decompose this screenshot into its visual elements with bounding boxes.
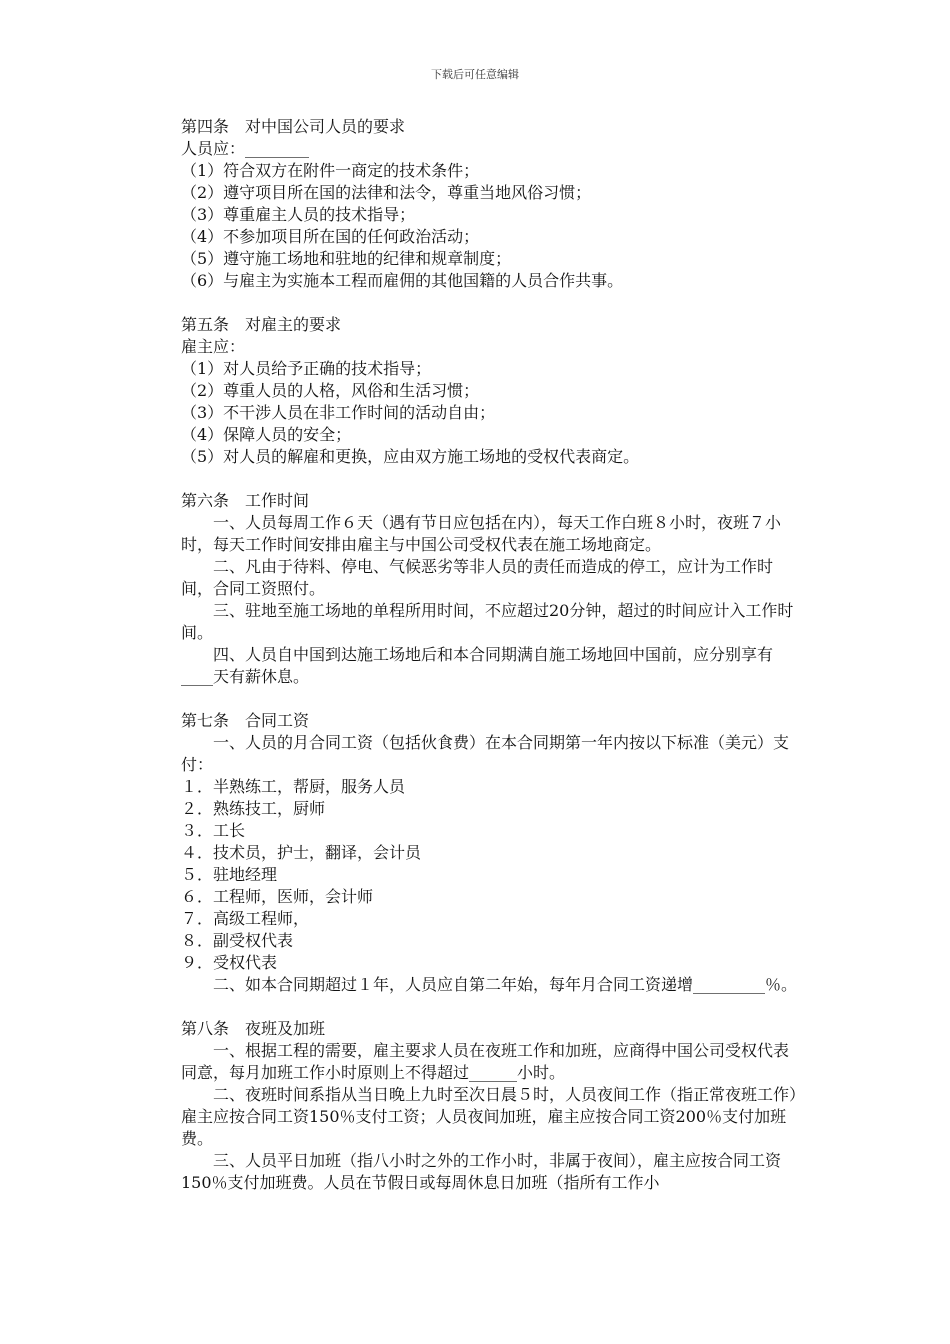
- article-8-paragraph: 二、夜班时间系指从当日晚上九时至次日晨５时，人员夜间工作（指正常夜班工作）雇主应按合同工资150％支付工资；人员夜间加班，雇主应按合同工资200％支付加班费。: [181, 1085, 798, 1148]
- wage-grade-item: ２．熟练技工，厨师: [181, 799, 326, 818]
- article-8-paragraph: 三、人员平日加班（指八小时之外的工作小时，非属于夜间），雇主应按合同工资150％支付加班费。人员在节假日或每周休息日加班（指所有工作小: [181, 1151, 782, 1192]
- wage-grade-item: ８．副受权代表: [181, 931, 294, 950]
- wage-grade-item: ４．技术员，护士，翻译，会计员: [181, 843, 422, 862]
- article-7-paragraph: 二、如本合同期超过１年，人员应自第二年始，每年月合同工资递增_________％。: [213, 975, 798, 994]
- article-8-title: 第八条 夜班及加班: [181, 1019, 326, 1038]
- wage-grade-item: ９．受权代表: [181, 953, 278, 972]
- article-4-item: （2）遵守项目所在国的法律和法令，尊重当地风俗习惯；: [181, 183, 592, 202]
- article-5-title: 第五条 对雇主的要求: [181, 315, 342, 334]
- article-5-item: （4）保障人员的安全；: [181, 425, 352, 444]
- wage-grade-item: ６．工程师，医师，会计师: [181, 887, 374, 906]
- wage-grade-item: ７．高级工程师，: [181, 909, 310, 928]
- article-4-item: （6）与雇主为实施本工程而雇佣的其他国籍的人员合作共事。: [181, 271, 624, 290]
- article-6-paragraph: 四、人员自中国到达施工场地后和本合同期满自施工场地回中国前，应分别享有____天有薪休息。: [181, 645, 774, 686]
- article-4-lead: 人员应：________: [181, 139, 310, 158]
- article-8-paragraph: 一、根据工程的需要，雇主要求人员在夜班工作和加班，应商得中国公司受权代表同意，每月加班工作小时原则上不得超过______小时。: [181, 1041, 790, 1082]
- wage-grade-item: ５．驻地经理: [181, 865, 278, 884]
- article-5-item: （2）尊重人员的人格，风俗和生活习惯；: [181, 381, 480, 400]
- article-4-item: （3）尊重雇主人员的技术指导；: [181, 205, 416, 224]
- article-4-title: 第四条 对中国公司人员的要求: [181, 117, 406, 136]
- article-4-item: （4）不参加项目所在国的任何政治活动；: [181, 227, 480, 246]
- article-6-paragraph: 三、驻地至施工场地的单程所用时间，不应超过20分钟，超过的时间应计入工作时间。: [181, 601, 794, 642]
- article-5-item: （5）对人员的解雇和更换，应由双方施工场地的受权代表商定。: [181, 447, 640, 466]
- article-6-paragraph: 二、凡由于待料、停电、气候恶劣等非人员的责任而造成的停工，应计为工作时间，合同工资照付。: [181, 557, 774, 598]
- article-5-lead: 雇主应：: [181, 337, 246, 356]
- article-4-item: （5）遵守施工场地和驻地的纪律和规章制度；: [181, 249, 512, 268]
- article-6-paragraph: 一、人员每周工作６天（遇有节日应包括在内），每天工作白班８小时，夜班７小时，每天工作时间安排由雇主与中国公司受权代表在施工场地商定。: [181, 513, 782, 554]
- article-4-item: （1）符合双方在附件一商定的技术条件；: [181, 161, 480, 180]
- article-7-paragraph: 一、人员的月合同工资（包括伙食费）在本合同期第一年内按以下标准（美元）支付：: [181, 733, 790, 774]
- article-7-title: 第七条 合同工资: [181, 711, 310, 730]
- wage-grade-item: ３．工长: [181, 821, 246, 840]
- article-6-title: 第六条 工作时间: [181, 491, 310, 510]
- article-5-item: （3）不干涉人员在非工作时间的活动自由；: [181, 403, 496, 422]
- page-header: 下载后可任意编辑: [431, 68, 519, 81]
- article-5-item: （1）对人员给予正确的技术指导；: [181, 359, 432, 378]
- document-body: [181, 116, 801, 1194]
- wage-grade-item: １．半熟练工，帮厨，服务人员: [181, 777, 406, 796]
